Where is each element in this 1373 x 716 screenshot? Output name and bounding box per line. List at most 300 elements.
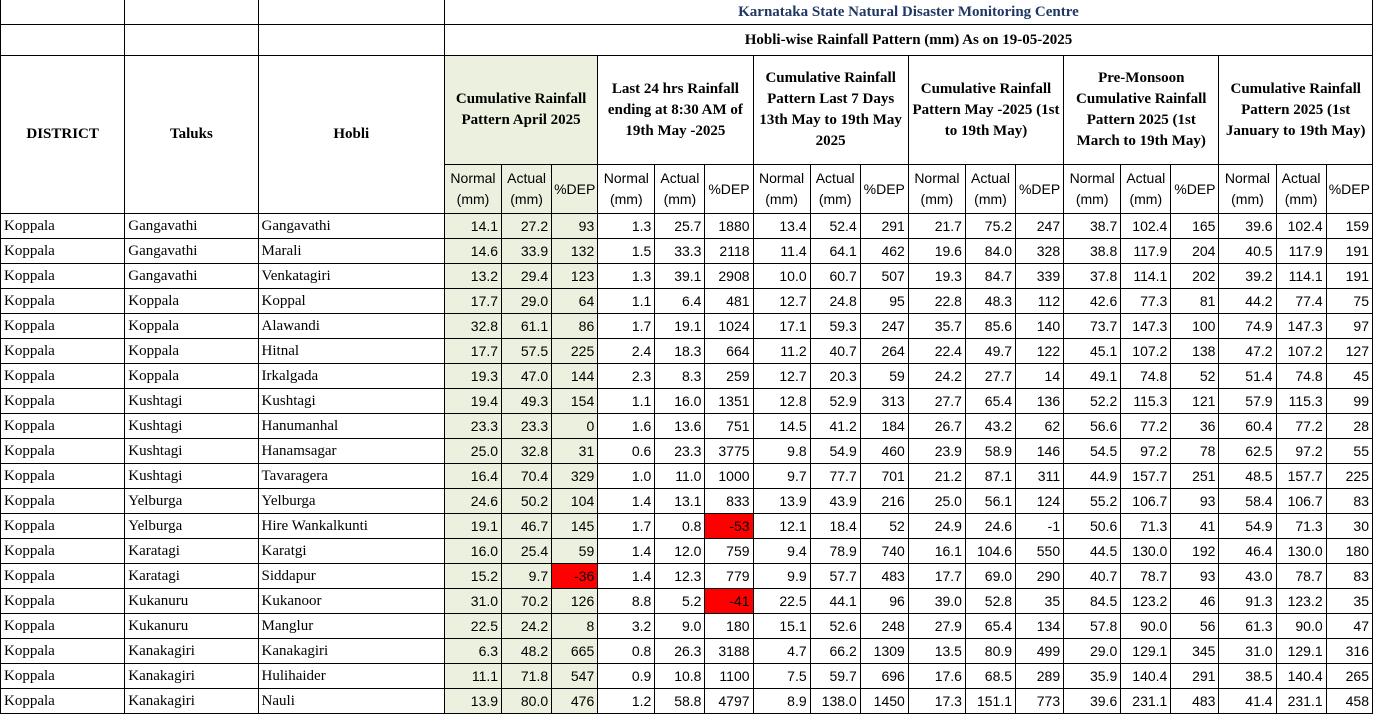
value-cell: 33.9	[502, 239, 552, 264]
value-cell: 38.8	[1064, 239, 1121, 264]
value-cell: 202	[1171, 264, 1219, 289]
sub-header-actual: Actual (mm)	[965, 165, 1015, 214]
value-cell: 19.6	[908, 239, 965, 264]
value-cell: 1.0	[598, 464, 655, 489]
hobli-cell: Kanakagiri	[258, 639, 444, 664]
hobli-cell: Hanamsagar	[258, 439, 444, 464]
district-cell: Koppala	[1, 539, 125, 564]
value-cell: 10.8	[655, 664, 705, 689]
sub-header-dep: %DEP	[1326, 165, 1372, 214]
value-cell: 132	[552, 239, 598, 264]
value-cell: 476	[552, 689, 598, 714]
value-cell: 32.8	[444, 314, 501, 339]
value-cell: 26.7	[908, 414, 965, 439]
value-cell: 104	[552, 489, 598, 514]
value-cell: 52.4	[810, 214, 860, 239]
value-cell: 38.7	[1064, 214, 1121, 239]
value-cell: 24.9	[908, 514, 965, 539]
value-cell: 71.8	[502, 664, 552, 689]
value-cell: 483	[1171, 689, 1219, 714]
district-cell: Koppala	[1, 639, 125, 664]
value-cell: 11.0	[655, 464, 705, 489]
district-cell: Koppala	[1, 564, 125, 589]
value-cell: -41	[705, 589, 753, 614]
hobli-cell: Kushtagi	[258, 389, 444, 414]
value-cell: 9.7	[753, 464, 810, 489]
value-cell: 130.0	[1276, 539, 1326, 564]
taluk-cell: Yelburga	[125, 489, 258, 514]
value-cell: 46.4	[1219, 539, 1276, 564]
value-cell: 14.5	[753, 414, 810, 439]
value-cell: 247	[1016, 214, 1064, 239]
value-cell: 16.0	[655, 389, 705, 414]
sub-header-normal: Normal (mm)	[1064, 165, 1121, 214]
table-row	[1, 289, 1373, 314]
value-cell: 12.1	[753, 514, 810, 539]
value-cell: 740	[860, 539, 908, 564]
value-cell: 39.6	[1219, 214, 1276, 239]
value-cell: 248	[860, 614, 908, 639]
value-cell: 9.7	[502, 564, 552, 589]
table-row	[1, 689, 1373, 714]
value-cell: 664	[705, 339, 753, 364]
value-cell: 97	[1326, 314, 1372, 339]
value-cell: 74.8	[1276, 364, 1326, 389]
value-cell: 3188	[705, 639, 753, 664]
value-cell: 102.4	[1276, 214, 1326, 239]
value-cell: 70.2	[502, 589, 552, 614]
table-row	[1, 589, 1373, 614]
value-cell: 138	[1171, 339, 1219, 364]
value-cell: 31.0	[1219, 639, 1276, 664]
value-cell: 58.8	[655, 689, 705, 714]
value-cell: 49.7	[965, 339, 1015, 364]
value-cell: 90.0	[1121, 614, 1171, 639]
value-cell: 54.5	[1064, 439, 1121, 464]
sub-header-actual: Actual (mm)	[810, 165, 860, 214]
report-title: Hobli-wise Rainfall Pattern (mm) As on 19-05-2025	[444, 25, 1372, 56]
value-cell: 123.2	[1276, 589, 1326, 614]
value-cell: 78.9	[810, 539, 860, 564]
value-cell: 93	[552, 214, 598, 239]
value-cell: 40.7	[1064, 564, 1121, 589]
value-cell: 328	[1016, 239, 1064, 264]
value-cell: 1351	[705, 389, 753, 414]
value-cell: 68.5	[965, 664, 1015, 689]
table-row	[1, 414, 1373, 439]
value-cell: 2.3	[598, 364, 655, 389]
value-cell: 329	[552, 464, 598, 489]
taluks-header: Taluks	[125, 56, 258, 214]
taluk-cell: Koppala	[125, 364, 258, 389]
hobli-cell: Gangavathi	[258, 214, 444, 239]
value-cell: 147.3	[1276, 314, 1326, 339]
value-cell: 39.2	[1219, 264, 1276, 289]
org-title: Karnataka State Natural Disaster Monitoring Centre	[444, 0, 1372, 25]
blank-cell	[258, 25, 444, 56]
value-cell: 12.7	[753, 364, 810, 389]
value-cell: 54.9	[810, 439, 860, 464]
value-cell: 231.1	[1276, 689, 1326, 714]
value-cell: 73.7	[1064, 314, 1121, 339]
district-cell: Koppala	[1, 664, 125, 689]
value-cell: 1309	[860, 639, 908, 664]
sub-header-normal: Normal (mm)	[444, 165, 501, 214]
taluk-cell: Gangavathi	[125, 214, 258, 239]
value-cell: 57.7	[810, 564, 860, 589]
hobli-cell: Karatgi	[258, 539, 444, 564]
value-cell: 60.7	[810, 264, 860, 289]
sub-header-actual: Actual (mm)	[1276, 165, 1326, 214]
value-cell: 13.6	[655, 414, 705, 439]
value-cell: 130.0	[1121, 539, 1171, 564]
table-row	[1, 389, 1373, 414]
value-cell: 59.7	[810, 664, 860, 689]
value-cell: 7.5	[753, 664, 810, 689]
value-cell: 59	[860, 364, 908, 389]
value-cell: 18.3	[655, 339, 705, 364]
value-cell: 833	[705, 489, 753, 514]
value-cell: 42.6	[1064, 289, 1121, 314]
value-cell: 44.5	[1064, 539, 1121, 564]
value-cell: 27.7	[908, 389, 965, 414]
value-cell: 23.3	[444, 414, 501, 439]
value-cell: 104.6	[965, 539, 1015, 564]
table-row	[1, 364, 1373, 389]
value-cell: 52.6	[810, 614, 860, 639]
blank-cell	[125, 25, 258, 56]
value-cell: 759	[705, 539, 753, 564]
value-cell: 23.3	[502, 414, 552, 439]
value-cell: 22.5	[753, 589, 810, 614]
value-cell: 21.7	[908, 214, 965, 239]
value-cell: 102.4	[1121, 214, 1171, 239]
value-cell: 31.0	[444, 589, 501, 614]
district-cell: Koppala	[1, 239, 125, 264]
table-row	[1, 339, 1373, 364]
sub-header-actual: Actual (mm)	[1121, 165, 1171, 214]
value-cell: 24.6	[965, 514, 1015, 539]
value-cell: 3775	[705, 439, 753, 464]
value-cell: 80.9	[965, 639, 1015, 664]
value-cell: 21.2	[908, 464, 965, 489]
value-cell: 41.2	[810, 414, 860, 439]
value-cell: 146	[1016, 439, 1064, 464]
value-cell: 54.9	[1219, 514, 1276, 539]
value-cell: 17.7	[444, 289, 501, 314]
group-header-last-7-days: Cumulative Rainfall Pattern Last 7 Days 13th May to 19th May 2025	[753, 56, 908, 165]
value-cell: 184	[860, 414, 908, 439]
value-cell: 696	[860, 664, 908, 689]
value-cell: 10.0	[753, 264, 810, 289]
district-cell: Koppala	[1, 264, 125, 289]
value-cell: 129.1	[1121, 639, 1171, 664]
table-row	[1, 614, 1373, 639]
value-cell: 43.2	[965, 414, 1015, 439]
value-cell: 43.0	[1219, 564, 1276, 589]
value-cell: 547	[552, 664, 598, 689]
value-cell: 55	[1326, 439, 1372, 464]
value-cell: 123	[552, 264, 598, 289]
district-cell: Koppala	[1, 339, 125, 364]
value-cell: 1.1	[598, 289, 655, 314]
value-cell: 151.1	[965, 689, 1015, 714]
value-cell: 773	[1016, 689, 1064, 714]
value-cell: 265	[1326, 664, 1372, 689]
value-cell: 75.2	[965, 214, 1015, 239]
district-cell: Koppala	[1, 314, 125, 339]
value-cell: 78.7	[1121, 564, 1171, 589]
value-cell: 74.9	[1219, 314, 1276, 339]
value-cell: 56.1	[965, 489, 1015, 514]
value-cell: 1.1	[598, 389, 655, 414]
value-cell: 124	[1016, 489, 1064, 514]
value-cell: 77.3	[1121, 289, 1171, 314]
value-cell: 191	[1326, 264, 1372, 289]
value-cell: 27.2	[502, 214, 552, 239]
value-cell: 339	[1016, 264, 1064, 289]
value-cell: 95	[860, 289, 908, 314]
value-cell: 147.3	[1121, 314, 1171, 339]
value-cell: 25.7	[655, 214, 705, 239]
value-cell: 17.1	[753, 314, 810, 339]
value-cell: 665	[552, 639, 598, 664]
value-cell: 55.2	[1064, 489, 1121, 514]
value-cell: 97.2	[1276, 439, 1326, 464]
value-cell: 59	[552, 539, 598, 564]
value-cell: 1.7	[598, 314, 655, 339]
value-cell: 16.4	[444, 464, 501, 489]
value-cell: 157.7	[1121, 464, 1171, 489]
value-cell: 106.7	[1121, 489, 1171, 514]
district-cell: Koppala	[1, 614, 125, 639]
value-cell: 13.2	[444, 264, 501, 289]
value-cell: 6.4	[655, 289, 705, 314]
taluk-cell: Gangavathi	[125, 264, 258, 289]
value-cell: 35.7	[908, 314, 965, 339]
value-cell: 29.0	[1064, 639, 1121, 664]
value-cell: 17.7	[908, 564, 965, 589]
value-cell: 1.5	[598, 239, 655, 264]
taluk-cell: Kushtagi	[125, 439, 258, 464]
value-cell: 77.4	[1276, 289, 1326, 314]
value-cell: 43.9	[810, 489, 860, 514]
value-cell: 99	[1326, 389, 1372, 414]
value-cell: 231.1	[1121, 689, 1171, 714]
value-cell: 225	[1326, 464, 1372, 489]
value-cell: 59.3	[810, 314, 860, 339]
value-cell: 14.6	[444, 239, 501, 264]
value-cell: 61.1	[502, 314, 552, 339]
taluk-cell: Karatagi	[125, 564, 258, 589]
value-cell: 17.3	[908, 689, 965, 714]
value-cell: 115.3	[1121, 389, 1171, 414]
value-cell: 13.9	[444, 689, 501, 714]
group-header-year-2025: Cumulative Rainfall Pattern 2025 (1st January to 19th May)	[1219, 56, 1373, 165]
value-cell: 1.4	[598, 489, 655, 514]
hobli-cell: Siddapur	[258, 564, 444, 589]
value-cell: 1.3	[598, 214, 655, 239]
value-cell: 121	[1171, 389, 1219, 414]
value-cell: 44.1	[810, 589, 860, 614]
table-row	[1, 514, 1373, 539]
sub-header-dep: %DEP	[552, 165, 598, 214]
value-cell: 83	[1326, 564, 1372, 589]
value-cell: 112	[1016, 289, 1064, 314]
value-cell: 204	[1171, 239, 1219, 264]
taluk-cell: Kanakagiri	[125, 664, 258, 689]
value-cell: 106.7	[1276, 489, 1326, 514]
value-cell: 225	[552, 339, 598, 364]
value-cell: 52.2	[1064, 389, 1121, 414]
value-cell: 117.9	[1276, 239, 1326, 264]
value-cell: 70.4	[502, 464, 552, 489]
table-row	[1, 314, 1373, 339]
value-cell: -36	[552, 564, 598, 589]
value-cell: 87.1	[965, 464, 1015, 489]
hobli-cell: Hanumanhal	[258, 414, 444, 439]
hobli-cell: Alawandi	[258, 314, 444, 339]
sub-header-dep: %DEP	[705, 165, 753, 214]
value-cell: 39.0	[908, 589, 965, 614]
value-cell: 65.4	[965, 389, 1015, 414]
taluk-cell: Kushtagi	[125, 464, 258, 489]
value-cell: 157.7	[1276, 464, 1326, 489]
value-cell: 122	[1016, 339, 1064, 364]
value-cell: 0.8	[655, 514, 705, 539]
blank-cell	[258, 0, 444, 25]
value-cell: 93	[1171, 564, 1219, 589]
district-cell: Koppala	[1, 439, 125, 464]
value-cell: 11.4	[753, 239, 810, 264]
district-cell: Koppala	[1, 514, 125, 539]
value-cell: 78	[1171, 439, 1219, 464]
value-cell: 15.2	[444, 564, 501, 589]
sub-header-dep: %DEP	[1016, 165, 1064, 214]
value-cell: 27.7	[965, 364, 1015, 389]
district-header: DISTRICT	[1, 56, 125, 214]
value-cell: 36	[1171, 414, 1219, 439]
value-cell: 90.0	[1276, 614, 1326, 639]
hobli-cell: Hire Wankalkunti	[258, 514, 444, 539]
value-cell: 13.1	[655, 489, 705, 514]
value-cell: 77.2	[1121, 414, 1171, 439]
value-cell: 123.2	[1121, 589, 1171, 614]
value-cell: 22.5	[444, 614, 501, 639]
value-cell: 117.9	[1121, 239, 1171, 264]
value-cell: 84.0	[965, 239, 1015, 264]
value-cell: 81	[1171, 289, 1219, 314]
value-cell: 57.5	[502, 339, 552, 364]
value-cell: 1880	[705, 214, 753, 239]
table-row	[1, 439, 1373, 464]
value-cell: 96	[860, 589, 908, 614]
value-cell: 20.3	[810, 364, 860, 389]
hobli-cell: Tavaragera	[258, 464, 444, 489]
table-row	[1, 664, 1373, 689]
subtitle-row	[1, 25, 1373, 56]
value-cell: 16.0	[444, 539, 501, 564]
value-cell: 1.4	[598, 539, 655, 564]
taluk-cell: Karatagi	[125, 539, 258, 564]
value-cell: 84.5	[1064, 589, 1121, 614]
value-cell: 289	[1016, 664, 1064, 689]
sub-header-actual: Actual (mm)	[655, 165, 705, 214]
value-cell: 1.3	[598, 264, 655, 289]
value-cell: 19.4	[444, 389, 501, 414]
value-cell: 91.3	[1219, 589, 1276, 614]
value-cell: 4797	[705, 689, 753, 714]
sub-header-dep: %DEP	[1171, 165, 1219, 214]
value-cell: 0.9	[598, 664, 655, 689]
value-cell: 22.8	[908, 289, 965, 314]
value-cell: 180	[705, 614, 753, 639]
value-cell: 1000	[705, 464, 753, 489]
district-cell: Koppala	[1, 589, 125, 614]
taluk-cell: Kushtagi	[125, 389, 258, 414]
taluk-cell: Kukanuru	[125, 614, 258, 639]
value-cell: 29.0	[502, 289, 552, 314]
value-cell: 8.8	[598, 589, 655, 614]
value-cell: 154	[552, 389, 598, 414]
value-cell: 251	[1171, 464, 1219, 489]
value-cell: 16.1	[908, 539, 965, 564]
value-cell: 2118	[705, 239, 753, 264]
value-cell: 8	[552, 614, 598, 639]
group-header-may: Cumulative Rainfall Pattern May -2025 (1st to 19th May)	[908, 56, 1063, 165]
value-cell: 30	[1326, 514, 1372, 539]
hobli-cell: Nauli	[258, 689, 444, 714]
value-cell: 65.4	[965, 614, 1015, 639]
value-cell: 19.3	[908, 264, 965, 289]
value-cell: 86	[552, 314, 598, 339]
table-row	[1, 214, 1373, 239]
value-cell: 23.9	[908, 439, 965, 464]
value-cell: 165	[1171, 214, 1219, 239]
value-cell: 3.2	[598, 614, 655, 639]
value-cell: 311	[1016, 464, 1064, 489]
value-cell: 126	[552, 589, 598, 614]
value-cell: 60.4	[1219, 414, 1276, 439]
value-cell: 127	[1326, 339, 1372, 364]
group-header-last-24hrs: Last 24 hrs Rainfall ending at 8:30 AM of 19th May -2025	[598, 56, 753, 165]
value-cell: 129.1	[1276, 639, 1326, 664]
value-cell: 48.2	[502, 639, 552, 664]
value-cell: 35	[1326, 589, 1372, 614]
value-cell: 58.9	[965, 439, 1015, 464]
value-cell: 1.4	[598, 564, 655, 589]
value-cell: 5.2	[655, 589, 705, 614]
value-cell: 17.7	[444, 339, 501, 364]
district-cell: Koppala	[1, 364, 125, 389]
value-cell: 9.9	[753, 564, 810, 589]
value-cell: 39.6	[1064, 689, 1121, 714]
value-cell: 191	[1326, 239, 1372, 264]
value-cell: 56.6	[1064, 414, 1121, 439]
value-cell: 192	[1171, 539, 1219, 564]
value-cell: 13.4	[753, 214, 810, 239]
value-cell: 64.1	[810, 239, 860, 264]
value-cell: 12.0	[655, 539, 705, 564]
value-cell: 24.2	[908, 364, 965, 389]
value-cell: 8.3	[655, 364, 705, 389]
value-cell: 4.7	[753, 639, 810, 664]
taluk-cell: Koppala	[125, 314, 258, 339]
sub-header-normal: Normal (mm)	[1219, 165, 1276, 214]
value-cell: 49.1	[1064, 364, 1121, 389]
value-cell: 9.4	[753, 539, 810, 564]
value-cell: 483	[860, 564, 908, 589]
